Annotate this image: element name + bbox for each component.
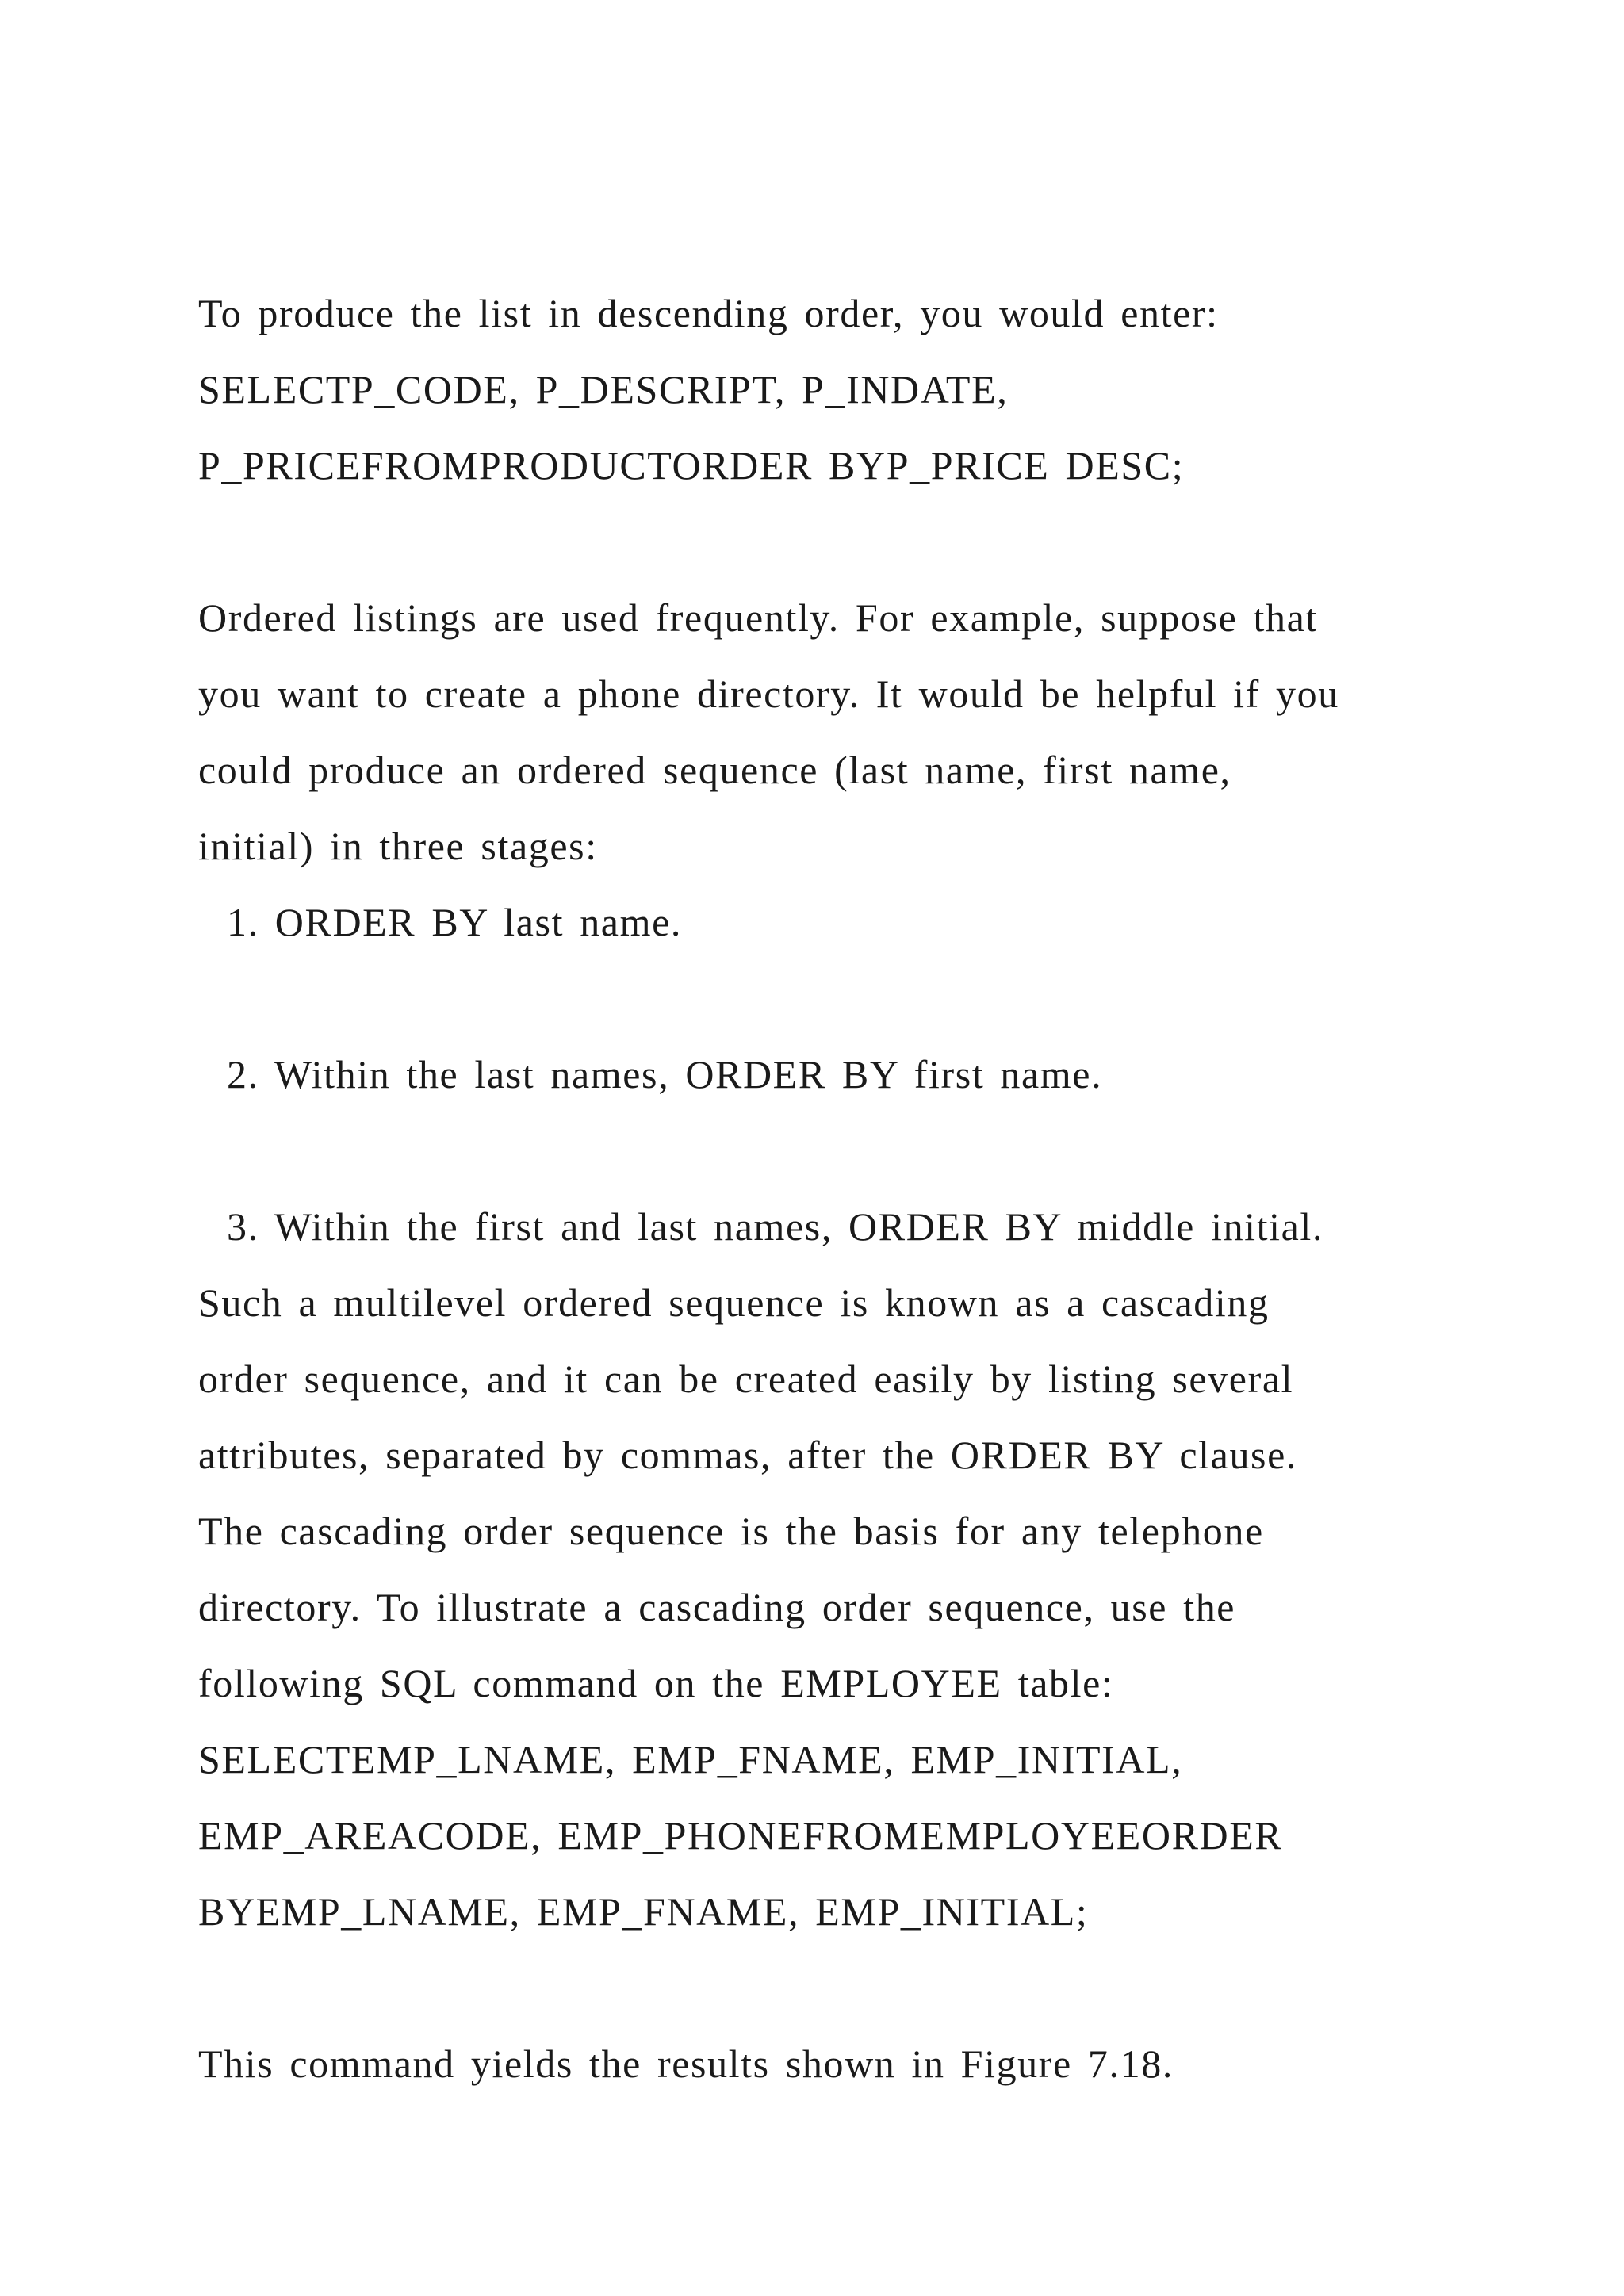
text-line: Such a multilevel ordered sequence is known as a cascading (198, 1280, 1270, 1325)
numbered-list (198, 884, 1467, 1265)
text-line: initial) in three stages: (198, 824, 598, 868)
text-line: could produce an ordered sequence (last name, first name, (198, 748, 1231, 792)
sql-line: P_PRICEFROMPRODUCTORDER BYP_PRICE DESC; (198, 443, 1185, 488)
list-gap (198, 1112, 1467, 1188)
text-line: This command yields the results shown in Figure 7.18. (198, 2042, 1174, 2086)
text-line: order sequence, and it can be created easily by listing several (198, 1357, 1294, 1401)
list-gap (198, 960, 1467, 1036)
list-item: 1. ORDER BY last name. (227, 900, 682, 944)
text-line: following SQL command on the EMPLOYEE table: (198, 1661, 1114, 1705)
paragraph-ordered-listings (198, 580, 1467, 884)
list-item: 2. Within the last names, ORDER BY first name. (227, 1052, 1103, 1096)
sql-line: EMP_AREACODE, EMP_PHONEFROMEMPLOYEEORDER (198, 1813, 1283, 1858)
sql-line: SELECTP_CODE, P_DESCRIPT, P_INDATE, (198, 367, 1009, 411)
text-line: To produce the list in descending order, you would enter: (198, 291, 1219, 335)
sql-line: BYEMP_LNAME, EMP_FNAME, EMP_INITIAL; (198, 1889, 1089, 1934)
sql-line: SELECTEMP_LNAME, EMP_FNAME, EMP_INITIAL, (198, 1737, 1183, 1781)
text-line: Ordered listings are used frequently. For example, suppose that (198, 595, 1318, 640)
paragraph-figure-reference (198, 2026, 1467, 2102)
paragraph-gap (198, 1950, 1467, 2026)
paragraph-descending-order (198, 275, 1467, 503)
document-page (198, 275, 1467, 2102)
text-line: you want to create a phone directory. It would be helpful if you (198, 672, 1339, 716)
text-line: The cascading order sequence is the basis for any telephone (198, 1509, 1264, 1553)
text-line: attributes, separated by commas, after the ORDER BY clause. (198, 1433, 1298, 1477)
text-line: directory. To illustrate a cascading order sequence, use the (198, 1585, 1236, 1629)
list-item: 3. Within the first and last names, ORDER BY middle initial. (227, 1204, 1324, 1249)
paragraph-gap (198, 503, 1467, 580)
paragraph-cascading-order (198, 1265, 1467, 1950)
